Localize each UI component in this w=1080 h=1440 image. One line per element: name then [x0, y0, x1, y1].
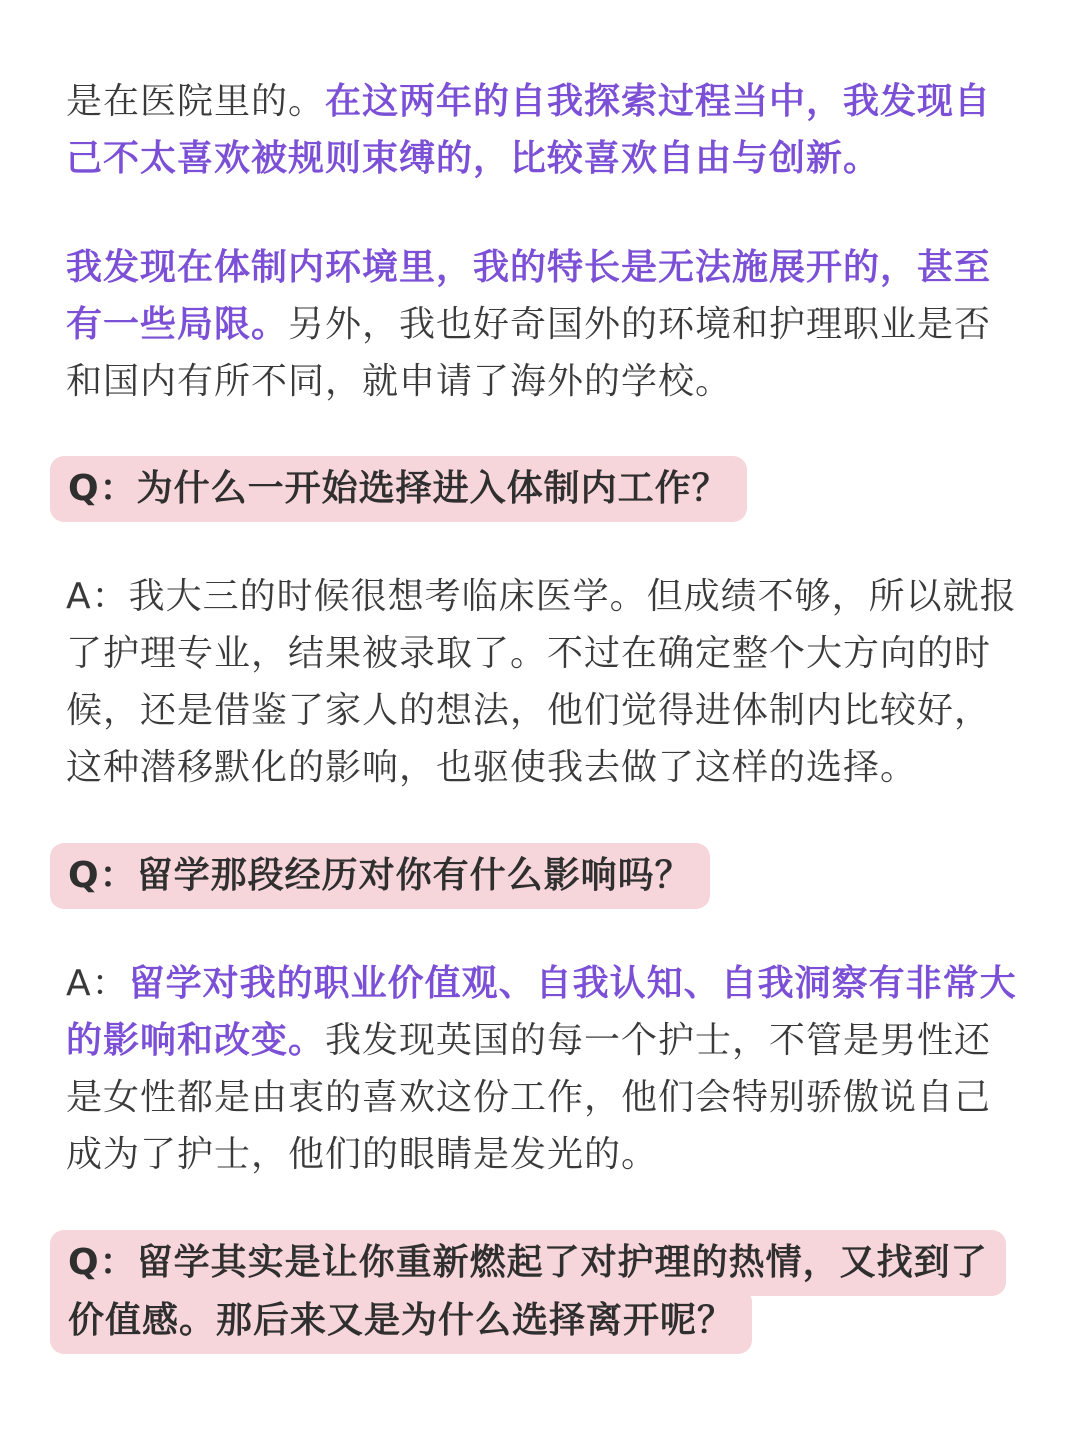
paragraph-system: [66, 239, 1026, 410]
answer-2: [66, 955, 1026, 1183]
question-box-3-line-1: [50, 1230, 1006, 1296]
answer-prefix: A：: [66, 963, 129, 1004]
highlight-text: 在这两年的自我探索过程当中，我发现自己不太喜欢被规则束缚的，比较喜欢自由与创新。: [66, 81, 992, 179]
question-text: Q：留学其实是让你重新燃起了对护理的热情，又找到了: [68, 1242, 988, 1283]
highlight-text: 留学对我的职业价值观、自我认知、自我洞察有非常大的影响和改变。: [66, 963, 1017, 1061]
question-text: Q：留学那段经历对你有什么影响吗？: [68, 855, 692, 896]
plain-text: 我发现英国的每一个护士，不管是男性还是女性都是由衷的喜欢这份工作，他们会特别骄傲说自己成为了护士，他们的眼睛是发光的。: [66, 1020, 992, 1175]
paragraph-intro: [66, 73, 1026, 187]
plain-text: 是在医院里的。: [66, 81, 326, 122]
answer-text: A：我大三的时候很想考临床医学。但成绩不够，所以就报了护理专业，结果被录取了。不过在确定整个大方向的时候，还是借鉴了家人的想法，他们觉得进体制内比较好，这种潜移默化的影响，也驱使我去做了这样的选择。: [66, 576, 1017, 788]
question-box-3-line-2: [50, 1288, 752, 1354]
answer-1: [66, 568, 1026, 796]
question-box-1: [50, 456, 747, 522]
question-text: 价值感。那后来又是为什么选择离开呢？: [68, 1300, 735, 1341]
highlight-text: 我发现在体制内环境里，我的特长是无法施展开的，甚至有一些局限。: [66, 247, 992, 345]
question-box-2: [50, 843, 710, 909]
plain-text: 另外，我也好奇国外的环境和护理职业是否和国内有所不同，就申请了海外的学校。: [66, 304, 992, 402]
question-text: Q：为什么一开始选择进入体制内工作？: [68, 468, 729, 509]
